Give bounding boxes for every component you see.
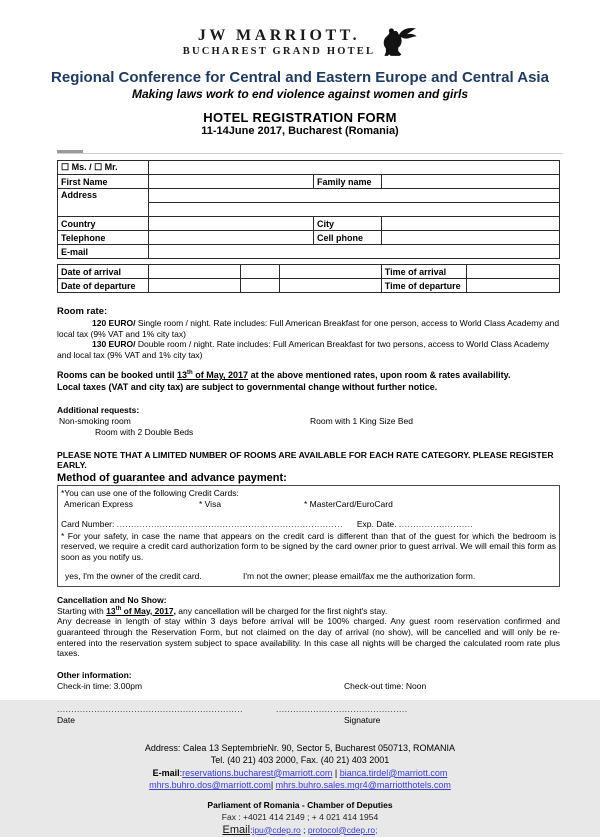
cancellation-deadline bbox=[106, 606, 176, 616]
email-label: E-mail bbox=[58, 245, 149, 259]
table-row bbox=[58, 265, 560, 279]
safety-note: * For your safety, in case the name that appears on the credit card is different than that of the guest for which the bedroom is reserved, we require a credit card authorization form to be signed by the card owner prior to guest arrival. We will email this form as soon as you notify us. bbox=[61, 530, 556, 562]
hotel-logo bbox=[0, 0, 600, 58]
table-row bbox=[58, 231, 560, 245]
booking-post: at the above mentioned rates, upon room & rates availability. bbox=[248, 370, 511, 381]
email-link-bianca[interactable]: bianca.tirdel@marriott.com bbox=[339, 767, 448, 778]
exp-date-label: Exp. Date. bbox=[356, 518, 397, 529]
country-label: Country bbox=[58, 217, 149, 231]
divider-line bbox=[57, 153, 563, 154]
date-field bbox=[57, 704, 243, 726]
signature-field bbox=[276, 704, 408, 726]
other-information-heading: Other information: bbox=[57, 669, 132, 680]
parliament-email-label: Email bbox=[222, 823, 251, 836]
date-label: Date bbox=[57, 714, 75, 725]
check-out-time: Check-out time: Noon bbox=[344, 680, 427, 691]
owner-no-option[interactable]: I'm not the owner; please email/fax me the authorization form. bbox=[243, 571, 476, 582]
date-input-line[interactable]: ................................................................. bbox=[57, 703, 244, 714]
email-link-reservations[interactable]: reservations.bucharest@marriott.com bbox=[182, 767, 333, 778]
additional-requests-heading: Additional requests: bbox=[57, 404, 140, 415]
booking-deadline-note bbox=[57, 370, 560, 393]
parliament-block bbox=[0, 800, 600, 836]
table-row bbox=[58, 217, 560, 231]
option-double-beds[interactable]: Room with 2 Double Beds bbox=[95, 426, 194, 437]
local-taxes-note: Local taxes (VAT and city tax) are subject to governmental change without further notice. bbox=[57, 381, 438, 392]
cancellation-body: Any decrease in length of stay within 3 days before arrival will be 100% charged. Any guest room reservation confirmed and guaranteed through the Reservation Form, but not claimed on the day of arrival (no show), will be cancelled and will only be re-entered into the reservation system subject to space availability. In this case all nights will be charged the calculated room rate plus taxes. bbox=[57, 616, 560, 659]
table-row bbox=[58, 161, 560, 175]
time-departure-input[interactable] bbox=[466, 279, 559, 293]
family-name-label: Family name bbox=[314, 175, 382, 189]
cell-phone-label: Cell phone bbox=[314, 231, 382, 245]
cancellation-deadline-ordinal: th bbox=[115, 605, 122, 612]
owner-yes-option[interactable]: yes, I'm the owner of the credit card. bbox=[65, 571, 202, 582]
signature-label: Signature bbox=[344, 714, 381, 725]
email-link-sales[interactable]: mhrs.buhro.sales.mgr4@marriotthotels.com bbox=[275, 780, 451, 791]
table-row bbox=[58, 279, 560, 293]
form-dates: 11-14June 2017, Bucharest (Romania) bbox=[201, 125, 399, 137]
date-departure-month-input[interactable] bbox=[240, 279, 279, 293]
double-price: 130 EURO/ bbox=[92, 339, 136, 350]
signature-input-line[interactable]: .............................................. bbox=[276, 703, 408, 714]
email-link-protocol[interactable]: protocol@cdep.ro; bbox=[307, 824, 378, 835]
date-arrival-month-input[interactable] bbox=[240, 265, 279, 279]
deadline-day: 13 bbox=[177, 370, 188, 381]
other-information-section bbox=[57, 670, 560, 728]
stay-dates-table bbox=[57, 264, 560, 293]
check-in-time: Check-in time: 3.00pm bbox=[57, 680, 143, 691]
salutation-input[interactable] bbox=[148, 161, 559, 175]
cancellation-deadline-day: 13 bbox=[106, 605, 116, 616]
table-row bbox=[58, 189, 560, 203]
parliament-email-separator: ; bbox=[300, 824, 308, 835]
payment-box bbox=[57, 485, 560, 587]
double-desc: Double room / night. Rate includes: Full American Breakfast for two persons, access to World Class Academy and local tax (9% VAT and 1% city tax) bbox=[57, 339, 550, 360]
hotel-address: Address: Calea 13 SeptembrieNr. 90, Sector 5, Bucharest 050713, ROMANIA bbox=[144, 742, 456, 753]
card-number-input[interactable]: ............................................................................... bbox=[116, 518, 343, 529]
country-input[interactable] bbox=[148, 217, 313, 231]
additional-requests-row1 bbox=[57, 416, 560, 427]
form-title: HOTEL REGISTRATION FORM bbox=[203, 110, 397, 125]
city-label: City bbox=[314, 217, 382, 231]
additional-requests-section bbox=[57, 405, 560, 438]
hotel-tel-fax: Tel. (40 21) 403 2000, Fax. (40 21) 403 2001 bbox=[210, 755, 390, 766]
date-departure-label: Date of departure bbox=[58, 279, 149, 293]
room-rate-section bbox=[57, 306, 560, 360]
single-price: 120 EURO/ bbox=[92, 318, 136, 328]
email-link-ipu[interactable]: ipu@cdep.ro bbox=[252, 824, 301, 835]
credit-cards-row bbox=[61, 499, 556, 510]
booking-pre: Rooms can be booked until bbox=[57, 370, 178, 381]
email-separator: | bbox=[332, 767, 340, 778]
telephone-label: Telephone bbox=[58, 231, 149, 245]
date-arrival-label: Date of arrival bbox=[58, 265, 149, 279]
family-name-input[interactable] bbox=[381, 175, 559, 189]
payment-method-heading: Method of guarantee and advance payment: bbox=[57, 471, 287, 484]
cell-phone-input[interactable] bbox=[381, 231, 559, 245]
cancellation-pre: Starting with bbox=[57, 605, 107, 616]
parliament-title: Parliament of Romania - Chamber of Deputies bbox=[207, 800, 393, 811]
table-row bbox=[58, 245, 560, 259]
booking-line bbox=[57, 370, 560, 382]
conference-subtitle: Making laws work to end violence against women and girls bbox=[131, 87, 469, 101]
signature-row bbox=[57, 704, 560, 728]
salutation-cell bbox=[58, 161, 149, 175]
deadline-ordinal: th bbox=[187, 370, 193, 377]
option-non-smoking[interactable]: Non-smoking room bbox=[59, 415, 131, 426]
conference-title: Regional Conference for Central and Eastern Europe and Central Asia bbox=[51, 69, 549, 86]
date-arrival-day-input[interactable] bbox=[148, 265, 240, 279]
email-colon: : bbox=[179, 767, 183, 778]
time-arrival-label: Time of arrival bbox=[381, 265, 466, 279]
hotel-email-line1 bbox=[0, 767, 600, 779]
exp-date-input[interactable]: .......................... bbox=[398, 518, 474, 529]
address-label: Address bbox=[58, 189, 149, 217]
credit-cards-intro: *You can use one of the following Credit Cards: bbox=[61, 487, 239, 498]
card-option-visa[interactable]: * Visa bbox=[199, 499, 222, 510]
availability-note: PLEASE NOTE THAT A LIMITED NUMBER OF ROOMS ARE AVAILABLE FOR EACH RATE CATEGORY. PLEASE REGISTER EARLY. bbox=[57, 449, 554, 470]
address-input-line2[interactable] bbox=[148, 203, 559, 217]
date-departure-year-input[interactable] bbox=[279, 279, 381, 293]
check-times-row bbox=[57, 681, 560, 692]
card-option-amex[interactable]: American Express bbox=[64, 499, 133, 510]
cancellation-post: any cancellation will be charged for the first night's stay. bbox=[175, 605, 388, 616]
parliament-email-line bbox=[0, 823, 600, 837]
single-room-rate bbox=[57, 318, 560, 339]
time-arrival-input[interactable] bbox=[466, 265, 559, 279]
hotel-email-line2 bbox=[0, 779, 600, 791]
first-name-label: First Name bbox=[58, 175, 149, 189]
deadline-rest: of May, 2017 bbox=[192, 370, 249, 381]
time-departure-label: Time of departure bbox=[381, 279, 466, 293]
mr-label: Mr. bbox=[102, 162, 118, 172]
double-room-rate bbox=[57, 339, 560, 360]
cancellation-deadline-rest: of May, 2017, bbox=[121, 605, 176, 616]
card-number-label: Card Number: bbox=[61, 518, 117, 529]
email-input[interactable] bbox=[148, 245, 559, 259]
first-name-input[interactable] bbox=[148, 175, 313, 189]
booking-deadline bbox=[177, 370, 248, 380]
parliament-fax: Fax : +4021 414 2149 ; + 4 021 414 1954 bbox=[221, 811, 379, 822]
divider bbox=[57, 150, 560, 156]
telephone-input[interactable] bbox=[148, 231, 313, 245]
hotel-contact-block bbox=[0, 742, 600, 792]
email-separator2: | bbox=[270, 780, 276, 791]
email-label: E-mail bbox=[152, 767, 180, 778]
table-row bbox=[58, 175, 560, 189]
parliament-email-colon: : bbox=[250, 824, 253, 835]
griffin-icon bbox=[381, 26, 417, 58]
room-rate-heading: Room rate: bbox=[57, 306, 108, 317]
card-number-row bbox=[61, 519, 556, 530]
date-departure-day-input[interactable] bbox=[148, 279, 240, 293]
cancellation-line1 bbox=[57, 606, 560, 617]
single-desc: Single room / night. Rate includes: Full American Breakfast for one person, access to World Class Academy and local tax (9% VAT and 1% city tax) bbox=[57, 318, 560, 339]
hotel-logo-text bbox=[183, 27, 375, 57]
card-owner-row bbox=[61, 571, 556, 582]
guest-details-table bbox=[57, 160, 560, 259]
hotel-subname: BUCHAREST GRAND HOTEL bbox=[182, 46, 376, 57]
email-link-dos[interactable]: mhrs.buhro.dos@marriott.com bbox=[149, 780, 271, 791]
ms-label: Ms. / bbox=[69, 162, 95, 172]
card-option-mastercard[interactable]: * MasterCard/EuroCard bbox=[304, 499, 393, 510]
option-king-bed[interactable]: Room with 1 King Size Bed bbox=[310, 415, 413, 426]
date-arrival-year-input[interactable] bbox=[279, 265, 381, 279]
city-input[interactable] bbox=[381, 217, 559, 231]
cancellation-section bbox=[57, 595, 560, 659]
mr-checkbox[interactable]: ☐ bbox=[94, 162, 103, 172]
hotel-name: JW MARRIOTT. bbox=[197, 27, 361, 44]
address-input-line1[interactable] bbox=[148, 189, 559, 203]
ms-checkbox[interactable]: ☐ bbox=[61, 162, 70, 172]
cancellation-heading: Cancellation and No Show: bbox=[57, 595, 167, 606]
